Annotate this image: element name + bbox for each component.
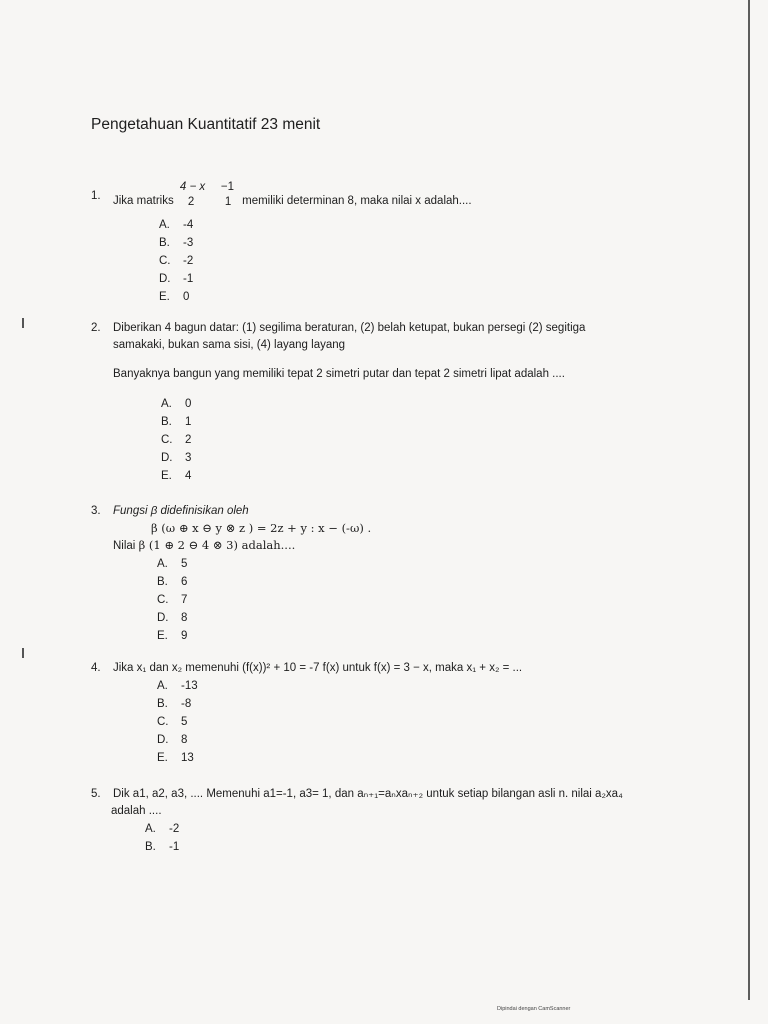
scan-mark — [22, 648, 24, 658]
question-text: Banyaknya bangun yang memiliki tepat 2 simetri putar dan tepat 2 simetri lipat adalah .... — [113, 368, 565, 380]
scanner-watermark: Dipindai dengan CamScanner — [497, 1006, 571, 1012]
option-b[interactable]: B. -3 — [159, 237, 194, 249]
matrix-cell: 2 — [187, 196, 195, 208]
option-b[interactable]: B. 1 — [161, 416, 192, 428]
formula: β (ω ⊕ x ⊖ y ⊗ z ) = 2z + y : x − (-ω) . — [151, 521, 372, 535]
option-a[interactable]: A. -2 — [145, 823, 180, 835]
page-edge — [748, 0, 750, 1000]
option-list — [157, 555, 651, 645]
question-text: Jika matriks — [113, 195, 174, 208]
option-list — [157, 677, 691, 767]
question-text: Fungsi β didefinisikan oleh — [113, 505, 249, 517]
option-d[interactable]: D. 8 — [157, 612, 188, 624]
option-e[interactable]: E. 9 — [157, 630, 188, 642]
question-text: adalah .... — [111, 805, 162, 817]
question-text: memiliki determinan 8, maka nilai x adalah.... — [242, 195, 472, 208]
question-1 — [91, 181, 651, 306]
matrix-cell: −1 — [220, 181, 235, 193]
page-title: Pengetahuan Kuantitatif 23 menit — [91, 116, 321, 133]
question-text: samakaki, bukan sama sisi, (4) layang layang — [113, 339, 346, 351]
option-d[interactable]: D. 8 — [157, 734, 188, 746]
question-3 — [91, 503, 651, 645]
option-c[interactable]: C. 2 — [161, 434, 192, 446]
option-c[interactable]: C. 5 — [157, 716, 188, 728]
matrix-cell: 1 — [224, 196, 232, 208]
option-d[interactable]: D. -1 — [159, 273, 194, 285]
nilai-label: Nilai — [113, 540, 136, 552]
question-number: 1. — [91, 190, 101, 202]
option-a[interactable]: A. -4 — [159, 219, 194, 231]
question-2 — [91, 320, 651, 485]
formula: β (1 ⊕ 2 ⊖ 4 ⊗ 3) adalah.... — [138, 538, 296, 552]
question-text: Dik a1, a2, a3, .... Memenuhi a1=-1, a3= 1, dan aₙ₊₁=aₙxaₙ₊₂ untuk setiap bilangan asli n. nilai a₂xa₄ — [113, 788, 623, 800]
scan-mark — [22, 318, 24, 328]
option-b[interactable]: B. -1 — [145, 841, 180, 853]
option-a[interactable]: A. 0 — [161, 398, 192, 410]
matrix-cell: 4 − x — [179, 181, 206, 193]
question-number: 3. — [91, 505, 101, 517]
option-a[interactable]: A. 5 — [157, 558, 188, 570]
option-list — [159, 216, 651, 306]
option-b[interactable]: B. -8 — [157, 698, 192, 710]
question-text: Diberikan 4 bagun datar: (1) segilima beraturan, (2) belah ketupat, bukan persegi (2) segitiga — [113, 322, 586, 334]
question-text: Jika x₁ dan x₂ memenuhi (f(x))² + 10 = -7 f(x) untuk f(x) = 3 − x, maka x₁ + x₂ = ... — [113, 662, 523, 674]
option-c[interactable]: C. -2 — [159, 255, 194, 267]
option-e[interactable]: E. 4 — [161, 470, 192, 482]
option-c[interactable]: C. 7 — [157, 594, 188, 606]
option-a[interactable]: A. -13 — [157, 680, 198, 692]
question-number: 4. — [91, 662, 101, 674]
option-d[interactable]: D. 3 — [161, 452, 192, 464]
option-list — [145, 820, 701, 856]
option-e[interactable]: E. 13 — [157, 752, 194, 764]
question-5 — [91, 786, 701, 856]
question-number: 2. — [91, 322, 101, 334]
option-b[interactable]: B. 6 — [157, 576, 188, 588]
option-list — [161, 395, 651, 485]
question-number: 5. — [91, 788, 101, 800]
option-e[interactable]: E. 0 — [159, 291, 190, 303]
question-4 — [91, 660, 691, 767]
matrix — [177, 181, 239, 214]
